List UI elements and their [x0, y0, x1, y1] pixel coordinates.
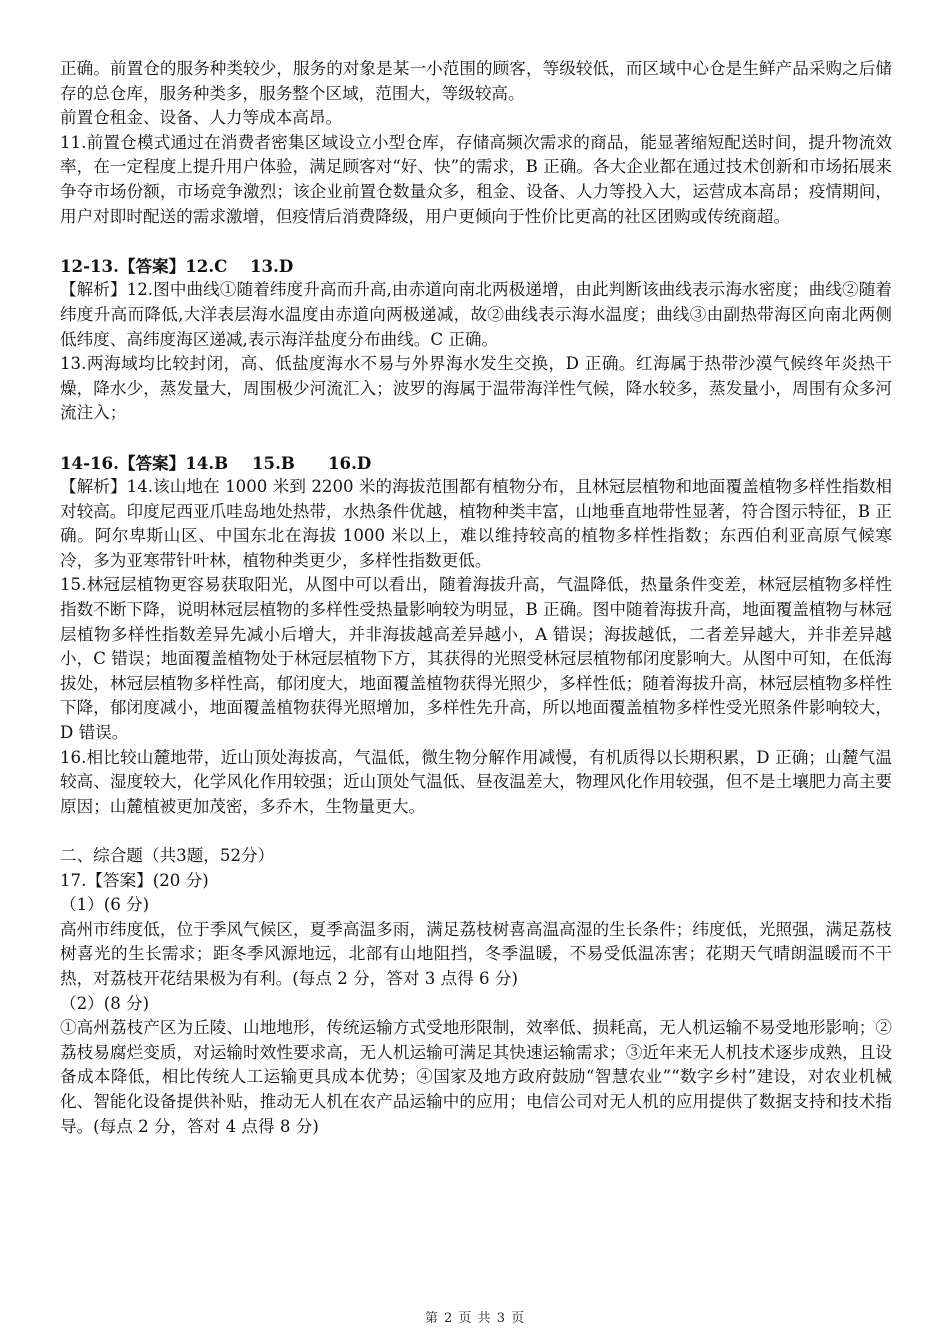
answer-key: 15.B	[252, 452, 295, 473]
analysis-paragraph: 16.相比较山麓地带，近山顶处海拔高，气温低，微生物分解作用减慢，有机质得以长期积累，D 正确；山麓气温较高、湿度较大，化学风化作用较强；近山顶处气温低、昼夜温差大，物理风化作用较强，但不是土壤肥力高主要原因；山麓植被更加茂密，多乔木，生物量更大。	[60, 747, 892, 816]
analysis-paragraph: 15.林冠层植物更容易获取阳光，从图中可以看出，随着海拔升高，气温降低，热量条件变差，林冠层植物多样性指数不断下降，说明林冠层植物的多样性受热量影响较为明显，B 正确。图中随着海拔升高，地面覆盖植物与林冠层植物多样性指数差异先减小后增大，并非海拔越高差异越小，A 错误；海拔越低，二者差异越大，并非差异越小，C 错误；地面覆盖植物处于林冠层植物下方，其获得的光照受林冠层植物郁闭度影响大。从图中可知，在低海拔处，林冠层植物多样性高，郁闭度大，地面覆盖植物获得光照少，多样性低；随着海拔升高，林冠层植物多样性下降，郁闭度减小，地面覆盖植物获得光照增加，多样性先升高，所以地面覆盖植物多样性受光照条件影响较大，D 错误。	[60, 575, 892, 743]
paragraph: 前置仓租金、设备、人力等成本高昂。	[60, 108, 343, 128]
answer-heading	[60, 451, 892, 476]
answer-heading	[60, 254, 892, 279]
spacer	[60, 819, 892, 844]
paragraph: 正确。前置仓的服务种类较少，服务的对象是某一小范围的顾客，等级较低，而区域中心仓是生鲜产品采购之后储存的总仓库，服务种类多，服务整个区域，范围大，等级较高。	[60, 59, 892, 103]
analysis-paragraph: 【解析】12.图中曲线①随着纬度升高而升高,由赤道向南北两极递增，由此判断该曲线表示海水密度；曲线②随着纬度升高而降低,大洋表层海水温度由赤道向两极递减，故②曲线表示海水温度；曲线③由副热带海区向南北两侧低纬度、高纬度海区递减,表示海洋盐度分布曲线。C 正确。	[60, 280, 892, 349]
subquestion-label: （2）(8 分)	[60, 993, 150, 1013]
section-title: 二、综合题（共3题，52分）	[60, 846, 275, 865]
answer-key: 12-13.【答案】12.C	[60, 255, 228, 276]
answer-key: 16.D	[328, 452, 372, 473]
page-number: 第 2 页 共 3 页	[424, 1311, 526, 1326]
spacer	[60, 229, 892, 254]
analysis-paragraph: 【解析】14.该山地在 1000 米到 2200 米的海拔范围都有植物分布，且林冠层植物和地面覆盖植物多样性指数相对较高。印度尼西亚爪哇岛地处热带，水热条件优越，植物种类丰富，山地垂直地带性显著，符合图示特征，B 正确。阿尔卑斯山区、中国东北在海拔 1000 米以上，难以维持较高的植物多样性指数；东西伯利亚高原气候寒冷，多为亚寒带针叶林，植物种类更少，多样性指数更低。	[60, 477, 892, 570]
answer-key: 13.D	[250, 255, 294, 276]
document-body	[60, 57, 892, 1139]
spacer	[60, 426, 892, 451]
answer-paragraph: 高州市纬度低，位于季风气候区，夏季高温多雨，满足荔枝树喜高温高湿的生长条件；纬度低，光照强，满足荔枝树喜光的生长需求；距冬季风源地远，北部有山地阻挡，冬季温暖，不易受低温冻害；花期天气晴朗温暖而不干热，对荔枝开花结果极为有利。(每点 2 分，答对 3 点得 6 分)	[60, 919, 892, 988]
answer-key: 14-16.【答案】14.B	[60, 452, 229, 473]
paragraph: 11.前置仓模式通过在消费者密集区域设立小型仓库，存储高频次需求的商品，能显著缩短配送时间，提升物流效率，在一定程度上提升用户体验，满足顾客对“好、快”的需求，B 正确。各大企业都在通过技术创新和市场拓展来争夺市场份额，市场竞争激烈；该企业前置仓数量众多，租金、设备、人力等投入大，运营成本高昂；疫情期间，用户对即时配送的需求激增，但疫情后消费降级，用户更倾向于性价比更高的社区团购或传统商超。	[60, 132, 892, 226]
analysis-paragraph: 13.两海域均比较封闭，高、低盐度海水不易与外界海水发生交换，D 正确。红海属于热带沙漠气候终年炎热干燥，降水少，蒸发量大，周围极少河流汇入；波罗的海属于温带海洋性气候，降水较多，蒸发量小，周围有众多河流注入；	[60, 354, 892, 423]
answer-paragraph: ①高州荔枝产区为丘陵、山地地形，传统运输方式受地形限制，效率低、损耗高，无人机运输不易受地形影响；②荔枝易腐烂变质，对运输时效性要求高，无人机运输可满足其快速运输需求；③近年来无人机技术逐步成熟，且设备成本降低，相比传统人工运输更具成本优势；④国家及地方政府鼓励“智慧农业”“数字乡村”建设，对农业机械化、智能化设备提供补贴，推动无人机在农产品运输中的应用；电信公司对无人机的应用提供了数据支持和技术指导。(每点 2 分，答对 4 点得 8 分)	[60, 1018, 892, 1136]
subquestion-label: （1）(6 分)	[60, 895, 150, 915]
question-heading: 17.【答案】(20 分)	[60, 870, 209, 890]
